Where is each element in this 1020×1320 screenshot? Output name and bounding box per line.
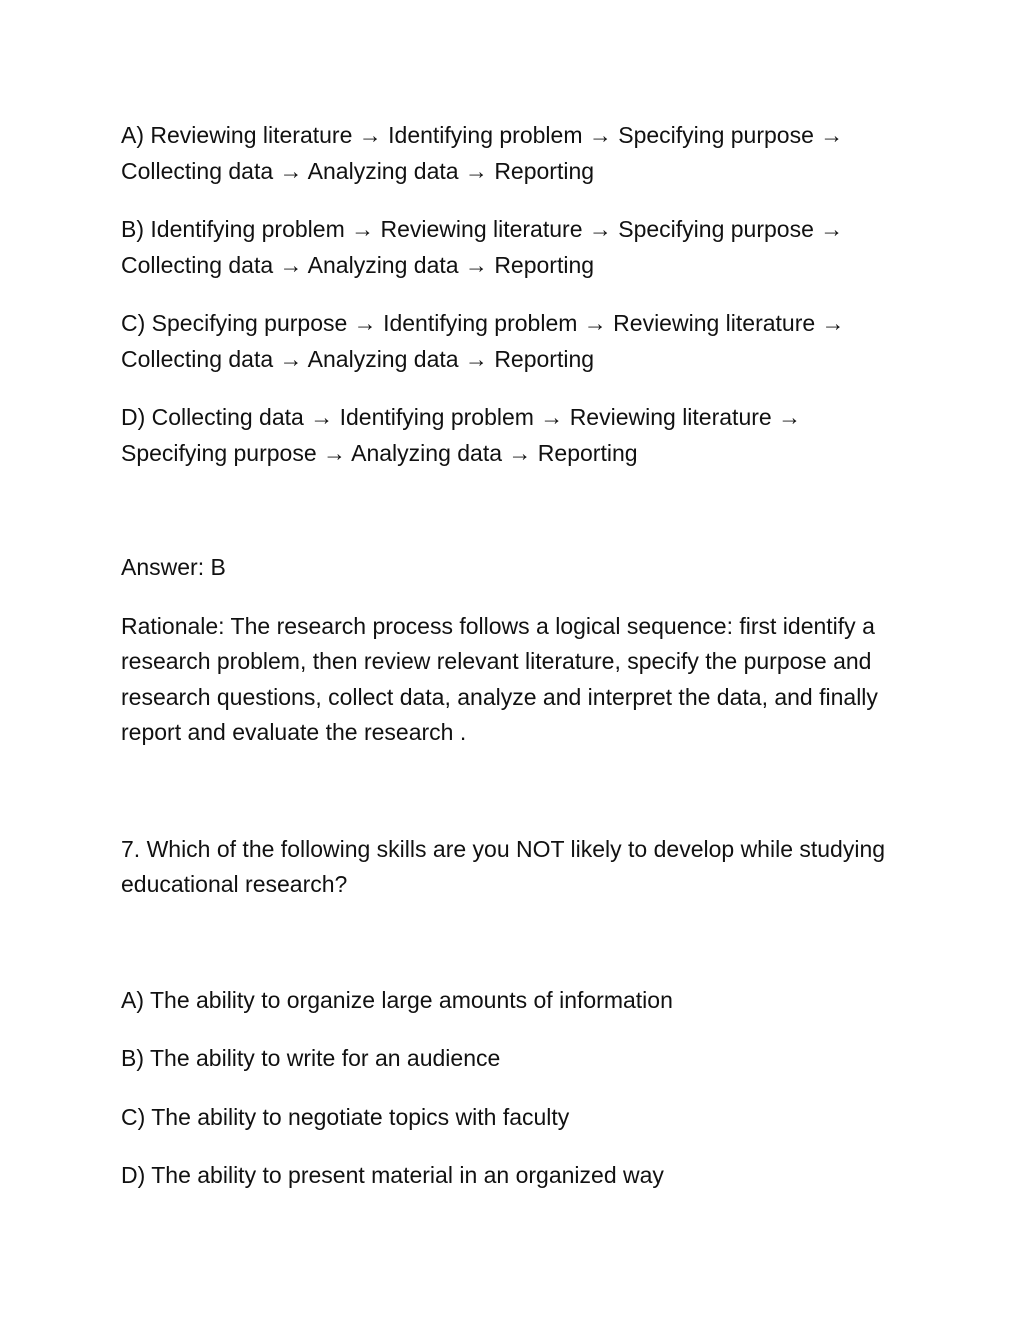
question-7-text: 7. Which of the following skills are you NOT likely to develop while studying educational research? <box>121 835 886 897</box>
option-c: C) Specifying purpose → Identifying problem → Reviewing literature → Collecting data → Analyzing data → Reporting <box>121 310 845 372</box>
rationale-paragraph: Rationale: The research process follows a logical sequence: first identify a research problem, then review relevant literature, specify the purpose and research questions, collect data, analyze and interpret the data, and finally report and evaluate the research . <box>121 612 878 745</box>
answer-line: Answer: B <box>121 554 226 580</box>
document-page <box>121 118 911 1194</box>
question-7-options <box>121 983 911 1194</box>
q7-option-c: C) The ability to negotiate topics with faculty <box>121 1103 570 1130</box>
option-d: D) Collecting data → Identifying problem → Reviewing literature → Specifying purpose → Analyzing data → Reporting <box>121 404 802 466</box>
q7-option-a: A) The ability to organize large amounts of information <box>121 986 673 1013</box>
q7-option-d: D) The ability to present material in an organized way <box>121 1162 664 1188</box>
previous-question-options <box>121 118 911 471</box>
option-b: B) Identifying problem → Reviewing literature → Specifying purpose → Collecting data → Analyzing data → Reporting <box>121 216 844 278</box>
q7-option-b: B) The ability to write for an audience <box>121 1045 501 1071</box>
option-a: A) Reviewing literature → Identifying problem → Specifying purpose → Collecting data → Analyzing data → Reporting <box>121 122 844 184</box>
